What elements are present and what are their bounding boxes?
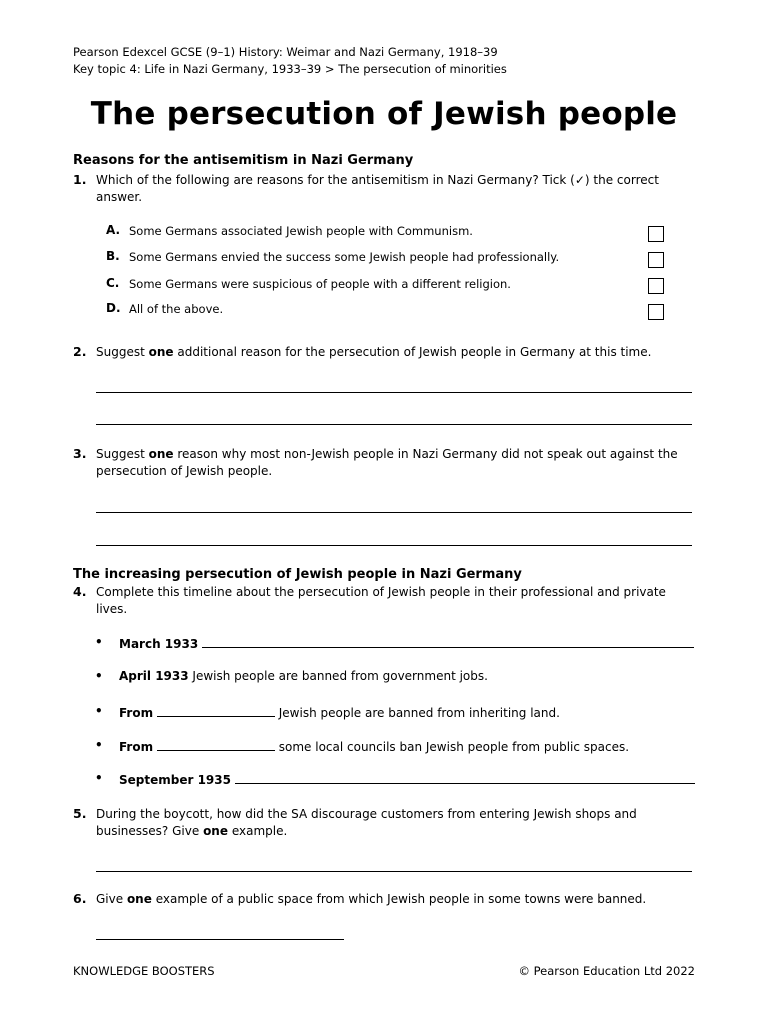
question-number: 2. (73, 344, 87, 359)
question-number: 1. (73, 172, 87, 187)
option-letter: B. (106, 249, 120, 263)
option-text: Some Germans were suspicious of people with a different religion. (129, 277, 511, 291)
question-1-text-a: Which of the following are reasons for the antisemitism in Nazi Germany? Tick ( (96, 173, 575, 187)
option-letter: C. (106, 276, 120, 290)
bullet: • (95, 669, 103, 683)
bullet: • (95, 771, 103, 785)
option-letter: A. (106, 223, 121, 237)
timeline-item (119, 669, 488, 683)
bullet: • (95, 635, 103, 649)
timeline-item (119, 704, 560, 720)
question-5-emphasis: one (203, 824, 228, 838)
section-heading-persecution: The increasing persecution of Jewish people in Nazi Germany (73, 567, 522, 582)
timeline-item (119, 635, 694, 651)
timeline-text: Jewish people are banned from government jobs. (188, 669, 488, 683)
question-number: 4. (73, 584, 87, 599)
answer-line[interactable] (96, 392, 692, 393)
option-text: Some Germans envied the success some Jewish people had professionally. (129, 250, 560, 264)
timeline-blank[interactable] (235, 771, 695, 784)
timeline-text: some local councils ban Jewish people from public spaces. (274, 740, 630, 754)
question-5-text (96, 806, 656, 840)
answer-line[interactable] (96, 545, 692, 546)
question-5-pre: During the boycott, how did the SA discourage customers from entering Jewish shops and businesses? Give (96, 807, 637, 838)
checkbox-option-b[interactable] (648, 252, 664, 268)
bullet: • (95, 704, 103, 718)
answer-line[interactable] (96, 424, 692, 425)
timeline-blank[interactable] (202, 635, 694, 648)
option-text: Some Germans associated Jewish people with Communism. (129, 224, 473, 238)
question-1-text-b: ) the correct answer. (96, 173, 659, 204)
header-subject: Pearson Edexcel GCSE (9–1) History: Weimar and Nazi Germany, 1918–39 (73, 45, 498, 59)
checkbox-option-a[interactable] (648, 226, 664, 242)
tick-icon: ✓ (574, 173, 585, 187)
question-6-post: example of a public space from which Jewish people in some towns were banned. (151, 892, 647, 906)
question-number: 6. (73, 891, 87, 906)
question-3-post: reason why most non-Jewish people in Nazi Germany did not speak out against the persecution of Jewish people. (96, 447, 678, 478)
timeline-item (119, 771, 695, 787)
question-number: 3. (73, 446, 87, 461)
question-2-text (96, 344, 686, 361)
timeline-date: September 1935 (119, 773, 231, 787)
question-3-pre: Suggest (96, 447, 149, 461)
timeline-date: From (119, 740, 154, 754)
page-title: The persecution of Jewish people (90, 96, 678, 132)
timeline-item (119, 738, 629, 754)
timeline-date: From (119, 706, 154, 720)
timeline-blank[interactable] (157, 704, 275, 717)
question-2-emphasis: one (148, 345, 174, 359)
question-1-text (96, 172, 686, 206)
timeline-date: March 1933 (119, 637, 199, 651)
section-heading-antisemitism: Reasons for the antisemitism in Nazi Germany (73, 153, 414, 168)
question-6-emphasis: one (126, 892, 152, 906)
question-2-post: additional reason for the persecution of Jewish people in Germany at this time. (173, 345, 652, 359)
question-2-pre: Suggest (96, 345, 149, 359)
timeline-date: April 1933 (119, 669, 189, 683)
answer-line[interactable] (96, 939, 344, 940)
footer-copyright: © Pearson Education Ltd 2022 (518, 964, 695, 978)
question-5-post: example. (228, 824, 288, 838)
question-6-pre: Give (96, 892, 127, 906)
option-text: All of the above. (129, 302, 224, 316)
timeline-blank[interactable] (157, 738, 275, 751)
question-6-text (96, 891, 686, 908)
question-4-text: Complete this timeline about the persecution of Jewish people in their professional and private lives. (96, 585, 666, 616)
question-3-emphasis: one (148, 447, 174, 461)
bullet: • (95, 738, 103, 752)
checkbox-option-d[interactable] (648, 304, 664, 320)
checkbox-option-c[interactable] (648, 278, 664, 294)
option-letter: D. (106, 301, 121, 315)
answer-line[interactable] (96, 871, 692, 872)
question-3-text (96, 446, 686, 480)
answer-line[interactable] (96, 512, 692, 513)
timeline-text: Jewish people are banned from inheriting land. (274, 706, 560, 720)
footer-left: KNOWLEDGE BOOSTERS (73, 964, 215, 978)
header-topic: Key topic 4: Life in Nazi Germany, 1933–39 > The persecution of minorities (73, 62, 507, 76)
question-number: 5. (73, 806, 87, 821)
